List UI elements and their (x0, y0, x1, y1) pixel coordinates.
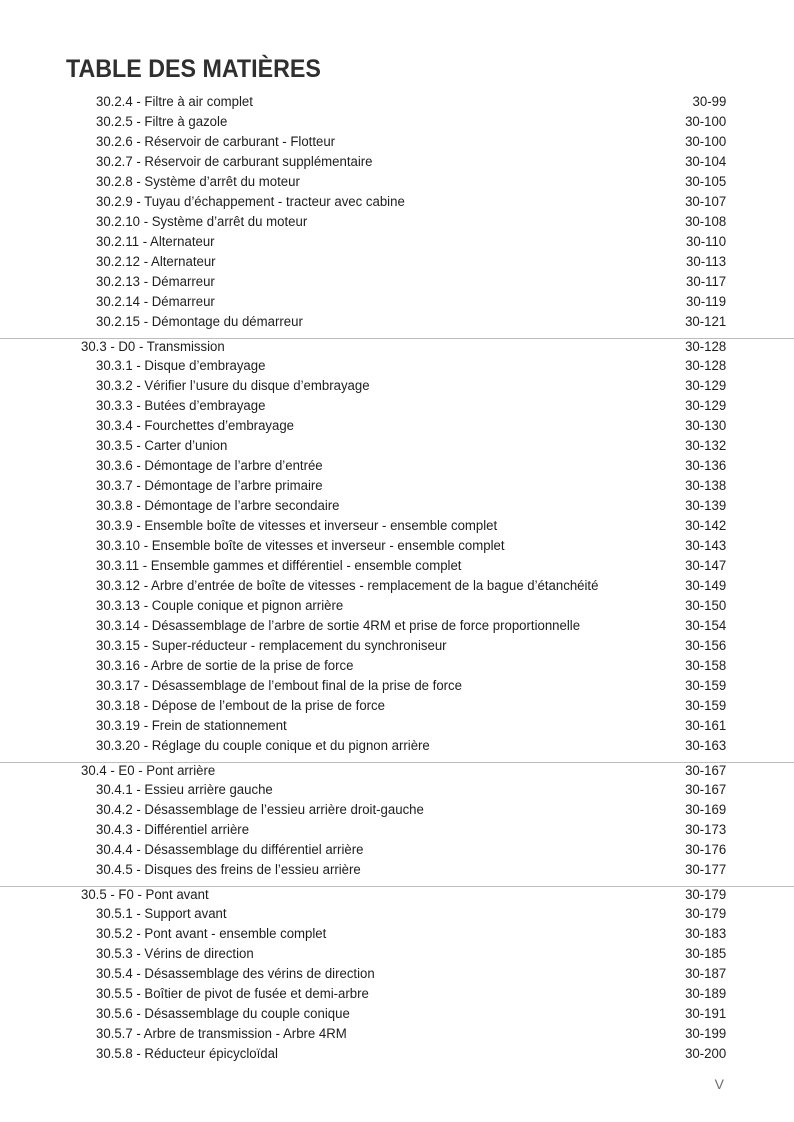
toc-entry-title: 30.3.12 - Arbre d’entrée de boîte de vitesses - remplacement de la bague d’étanchéité (96, 578, 599, 594)
toc-entry-row[interactable] (0, 134, 794, 154)
toc-entry-title: 30.2.5 - Filtre à gazole (96, 114, 228, 130)
toc-section-row[interactable] (0, 762, 794, 783)
toc-entry-page: 30-136 (684, 458, 726, 474)
toc-entry-row[interactable] (0, 174, 794, 194)
toc-entry-title: 30.5.4 - Désassemblage des vérins de direction (96, 966, 375, 982)
toc-entry-row[interactable] (0, 966, 794, 986)
toc-entry-title: 30.3.11 - Ensemble gammes et différentiel - ensemble complet (96, 558, 462, 574)
toc-entry-page: 30-185 (684, 946, 726, 962)
page-number: V (714, 1076, 724, 1092)
toc-entry-title: 30.2.14 - Démarreur (96, 294, 215, 310)
toc-entry-row[interactable] (0, 862, 794, 882)
toc-entry-row[interactable] (0, 558, 794, 578)
toc-entry-row[interactable] (0, 358, 794, 378)
toc-entry-row[interactable] (0, 418, 794, 438)
page-title: TABLE DES MATIÈRES (66, 55, 321, 83)
toc-entry-title: 30.3.7 - Démontage de l’arbre primaire (96, 478, 323, 494)
toc-entry-title: 30.3.16 - Arbre de sortie de la prise de force (96, 658, 354, 674)
toc-entry-row[interactable] (0, 538, 794, 558)
toc-entry-page: 30-128 (684, 339, 726, 355)
toc-entry-page: 30-159 (684, 678, 726, 694)
toc-entry-title: 30.2.7 - Réservoir de carburant supplémentaire (96, 154, 373, 170)
toc-entry-title: 30.3.13 - Couple conique et pignon arrière (96, 598, 344, 614)
toc-entry-title: 30.2.13 - Démarreur (96, 274, 215, 290)
toc-entry-page: 30-167 (684, 763, 726, 779)
toc-entry-row[interactable] (0, 718, 794, 738)
toc-entry-title: 30.2.15 - Démontage du démarreur (96, 314, 303, 330)
toc-entry-row[interactable] (0, 254, 794, 274)
toc-entry-title: 30.3.10 - Ensemble boîte de vitesses et inverseur - ensemble complet (96, 538, 505, 554)
toc-entry-row[interactable] (0, 114, 794, 134)
toc-entry-title: 30.2.8 - Système d’arrêt du moteur (96, 174, 300, 190)
toc-entry-title: 30.2.4 - Filtre à air complet (96, 94, 253, 110)
toc-entry-title: 30.3.5 - Carter d’union (96, 438, 228, 454)
toc-entry-page: 30-107 (684, 194, 726, 210)
toc-entry-row[interactable] (0, 618, 794, 638)
toc-entry-page: 30-117 (685, 274, 726, 290)
toc-entry-row[interactable] (0, 678, 794, 698)
toc-entry-title: 30.3.15 - Super-réducteur - remplacement du synchroniseur (96, 638, 447, 654)
toc-entry-page: 30-191 (684, 1006, 726, 1022)
toc-entry-page: 30-167 (684, 782, 726, 798)
toc-entry-title: 30.3.20 - Réglage du couple conique et du pignon arrière (96, 738, 430, 754)
toc-section-row[interactable] (0, 886, 794, 907)
toc-entry-page: 30-129 (684, 378, 726, 394)
toc-entry-title: 30.2.12 - Alternateur (96, 254, 216, 270)
toc-entry-title: 30.5.5 - Boîtier de pivot de fusée et demi-arbre (96, 986, 369, 1002)
toc-entry-page: 30-108 (684, 214, 726, 230)
toc-entry-row[interactable] (0, 518, 794, 538)
toc-entry-title: 30.4.1 - Essieu arrière gauche (96, 782, 273, 798)
toc-entry-row[interactable] (0, 598, 794, 618)
toc-entry-title: 30.3.17 - Désassemblage de l’embout final de la prise de force (96, 678, 462, 694)
toc-entry-page: 30-159 (684, 698, 726, 714)
toc-entry-title: 30.4 - E0 - Pont arrière (81, 763, 216, 779)
toc-entry-page: 30-139 (684, 498, 726, 514)
toc-entry-title: 30.3.8 - Démontage de l’arbre secondaire (96, 498, 340, 514)
toc-entry-page: 30-132 (684, 438, 726, 454)
toc-entry-page: 30-154 (684, 618, 726, 634)
toc-entry-row[interactable] (0, 842, 794, 862)
toc-entry-row[interactable] (0, 498, 794, 518)
toc-entry-title: 30.5.3 - Vérins de direction (96, 946, 254, 962)
toc-entry-page: 30-189 (684, 986, 726, 1002)
toc-entry-page: 30-128 (684, 358, 726, 374)
toc-entry-row[interactable] (0, 698, 794, 718)
toc-entry-title: 30.4.3 - Différentiel arrière (96, 822, 250, 838)
toc-entry-page: 30-200 (684, 1046, 726, 1062)
toc-entry-row[interactable] (0, 986, 794, 1006)
toc-entry-row[interactable] (0, 398, 794, 418)
toc-entry-page: 30-147 (684, 558, 726, 574)
toc-entry-title: 30.4.4 - Désassemblage du différentiel arrière (96, 842, 364, 858)
toc-entry-page: 30-173 (684, 822, 726, 838)
toc-entry-row[interactable] (0, 194, 794, 214)
toc-entry-row[interactable] (0, 378, 794, 398)
toc-entry-page: 30-183 (684, 926, 726, 942)
toc-entry-title: 30.4.2 - Désassemblage de l’essieu arrière droit-gauche (96, 802, 424, 818)
toc-entry-title: 30.5.6 - Désassemblage du couple conique (96, 1006, 350, 1022)
toc-entry-row[interactable] (0, 926, 794, 946)
toc-entry-page: 30-176 (684, 842, 726, 858)
toc-entry-row[interactable] (0, 946, 794, 966)
toc-entry-row[interactable] (0, 802, 794, 822)
toc-entry-title: 30.4.5 - Disques des freins de l’essieu arrière (96, 862, 361, 878)
toc-entry-row[interactable] (0, 822, 794, 842)
toc-entry-row[interactable] (0, 154, 794, 174)
toc-entry-page: 30-149 (684, 578, 726, 594)
toc-entry-title: 30.3.2 - Vérifier l’usure du disque d’embrayage (96, 378, 370, 394)
toc-entry-page: 30-121 (684, 314, 726, 330)
toc-entry-page: 30-99 (692, 94, 726, 110)
toc-entry-page: 30-199 (684, 1026, 726, 1042)
toc-entry-title: 30.2.6 - Réservoir de carburant - Flotteur (96, 134, 336, 150)
toc-entry-page: 30-113 (685, 254, 726, 270)
toc-entry-title: 30.5.1 - Support avant (96, 906, 227, 922)
toc-entry-row[interactable] (0, 738, 794, 758)
toc-entry-page: 30-179 (684, 906, 726, 922)
toc-entry-title: 30.3.14 - Désassemblage de l’arbre de sortie 4RM et prise de force proportionnelle (96, 618, 581, 634)
toc-entry-page: 30-163 (684, 738, 726, 754)
toc-entry-row[interactable] (0, 234, 794, 254)
toc-entry-title: 30.3.4 - Fourchettes d’embrayage (96, 418, 295, 434)
toc-entry-row[interactable] (0, 1026, 794, 1046)
toc-entry-row[interactable] (0, 458, 794, 478)
toc-entry-title: 30.3.1 - Disque d’embrayage (96, 358, 266, 374)
toc-entry-row[interactable] (0, 294, 794, 314)
toc-entry-title: 30.2.9 - Tuyau d’échappement - tracteur avec cabine (96, 194, 405, 210)
toc-entry-row[interactable] (0, 274, 794, 294)
toc-entry-title: 30.3.9 - Ensemble boîte de vitesses et inverseur - ensemble complet (96, 518, 498, 534)
toc-entry-page: 30-104 (684, 154, 726, 170)
toc-entry-title: 30.3 - D0 - Transmission (81, 339, 225, 355)
toc-entry-title: 30.2.11 - Alternateur (96, 234, 215, 250)
toc-entry-row[interactable] (0, 906, 794, 926)
toc-entry-row[interactable] (0, 638, 794, 658)
toc-entry-page: 30-179 (684, 887, 726, 903)
toc-entry-page: 30-161 (684, 718, 726, 734)
toc-entry-title: 30.3.18 - Dépose de l’embout de la prise de force (96, 698, 385, 714)
toc-entry-page: 30-100 (684, 114, 726, 130)
toc-entry-title: 30.3.3 - Butées d’embrayage (96, 398, 266, 414)
toc-entry-page: 30-169 (684, 802, 726, 818)
toc-entry-row[interactable] (0, 438, 794, 458)
toc-entry-title: 30.5.8 - Réducteur épicycloïdal (96, 1046, 278, 1062)
toc-entry-page: 30-156 (684, 638, 726, 654)
toc-entry-page: 30-177 (684, 862, 726, 878)
toc-entry-row[interactable] (0, 214, 794, 234)
toc-section-row[interactable] (0, 338, 794, 359)
toc-entry-row[interactable] (0, 478, 794, 498)
toc-entry-row[interactable] (0, 782, 794, 802)
toc-entry-title: 30.5.2 - Pont avant - ensemble complet (96, 926, 327, 942)
toc-entry-page: 30-110 (685, 234, 726, 250)
toc-entry-title: 30.3.6 - Démontage de l’arbre d’entrée (96, 458, 323, 474)
toc-entry-page: 30-100 (684, 134, 726, 150)
toc-entry-page: 30-142 (684, 518, 726, 534)
toc-entry-page: 30-105 (684, 174, 726, 190)
toc-entry-page: 30-138 (684, 478, 726, 494)
toc-entry-row[interactable] (0, 578, 794, 598)
toc-entry-row[interactable] (0, 94, 794, 114)
toc-entry-title: 30.5 - F0 - Pont avant (81, 887, 209, 903)
toc-entry-row[interactable] (0, 1046, 794, 1066)
toc-entry-page: 30-119 (685, 294, 726, 310)
toc-entry-page: 30-158 (684, 658, 726, 674)
toc-entry-page: 30-187 (684, 966, 726, 982)
toc-entry-title: 30.3.19 - Frein de stationnement (96, 718, 287, 734)
toc-entry-row[interactable] (0, 314, 794, 334)
toc-entry-page: 30-130 (684, 418, 726, 434)
toc-entry-page: 30-150 (684, 598, 726, 614)
toc-entry-row[interactable] (0, 658, 794, 678)
toc-entry-row[interactable] (0, 1006, 794, 1026)
toc-entry-page: 30-129 (684, 398, 726, 414)
toc-entry-title: 30.5.7 - Arbre de transmission - Arbre 4RM (96, 1026, 347, 1042)
toc-entry-page: 30-143 (684, 538, 726, 554)
toc-entry-title: 30.2.10 - Système d’arrêt du moteur (96, 214, 308, 230)
